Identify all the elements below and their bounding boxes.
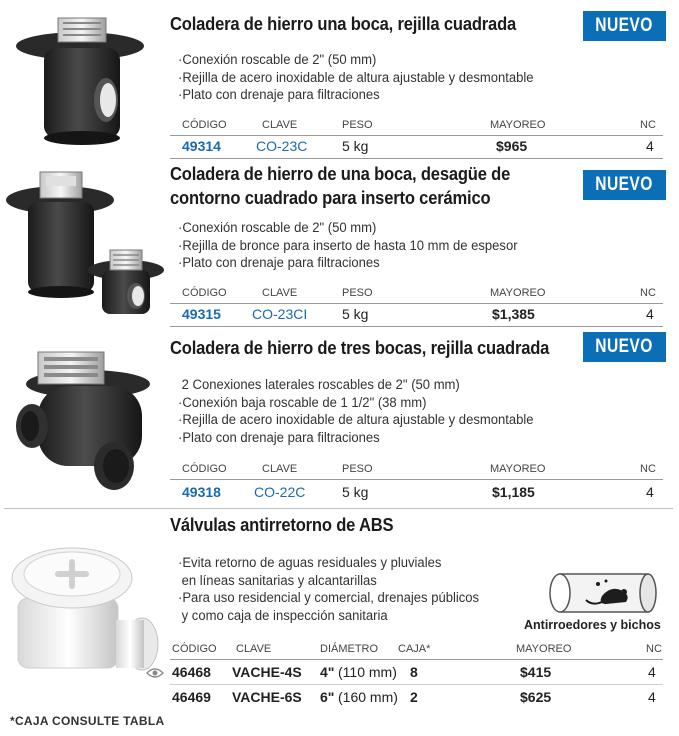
cell-mayoreo: $415	[520, 664, 552, 680]
col-mayoreo: MAYOREO	[490, 463, 546, 475]
feature-item: ·Rejilla de acero inoxidable de altura ajustable y desmontable	[178, 412, 534, 428]
cell-peso: 5 kg	[342, 306, 369, 322]
new-badge: NUEVO	[583, 332, 666, 362]
table-rule	[170, 684, 663, 685]
col-mayoreo: MAYOREO	[490, 119, 546, 131]
cell-nc: 4	[646, 138, 654, 154]
table-rule	[170, 326, 663, 327]
table-row	[170, 306, 663, 326]
feature-list	[178, 555, 479, 625]
col-codigo: CÓDIGO	[182, 463, 227, 475]
product-image-abs-check-valve	[4, 540, 162, 680]
col-mayoreo: MAYOREO	[490, 287, 546, 299]
feature-item: ·Conexión roscable de 2" (50 mm)	[178, 220, 377, 236]
cell-mayoreo: $1,185	[492, 484, 535, 500]
cell-diametro-in: 6"	[320, 689, 335, 705]
cell-clave: CO-23C	[256, 138, 308, 154]
table-rule	[170, 659, 663, 660]
col-nc: NC	[646, 643, 662, 655]
col-codigo: CÓDIGO	[182, 287, 227, 299]
footnote: *CAJA CONSULTE TABLA	[10, 714, 165, 728]
col-diametro: DIÁMETRO	[320, 643, 379, 655]
product-title-line2: contorno cuadrado para inserto cerámico	[170, 188, 491, 208]
col-codigo: CÓDIGO	[172, 643, 217, 655]
cell-clave: CO-23CI	[252, 306, 308, 322]
col-clave: CLAVE	[236, 643, 272, 655]
table-rule	[170, 303, 663, 304]
product-image-drain-ceramic-insert	[2, 160, 167, 320]
feature-item: ·Conexión roscable de 2" (50 mm)	[178, 52, 377, 68]
cell-clave: VACHE-6S	[232, 689, 302, 705]
col-peso: PESO	[342, 287, 373, 299]
cell-mayoreo: $625	[520, 689, 552, 705]
table-row	[170, 484, 663, 504]
section-divider	[4, 508, 673, 509]
table-row	[170, 689, 663, 709]
col-nc: NC	[640, 119, 656, 131]
col-peso: PESO	[342, 119, 373, 131]
product-title: Válvulas antirretorno de ABS	[170, 515, 394, 535]
feature-item: ·Plato con drenaje para filtraciones	[178, 87, 380, 103]
cell-caja: 8	[410, 664, 418, 680]
feature-list	[178, 52, 534, 105]
table-row	[170, 138, 663, 158]
product-image-drain-three-outlets	[4, 348, 164, 498]
cell-caja: 2	[410, 689, 418, 705]
cell-nc: 4	[648, 664, 656, 680]
cell-peso: 5 kg	[342, 484, 369, 500]
col-peso: PESO	[342, 463, 373, 475]
cell-mayoreo: $1,385	[492, 306, 535, 322]
cell-mayoreo: $965	[496, 138, 528, 154]
col-mayoreo: MAYOREO	[516, 643, 572, 655]
eye-icon[interactable]	[146, 666, 164, 682]
cell-codigo: 46468	[172, 664, 211, 680]
product-title: Coladera de hierro de tres bocas, rejilla cuadrada	[170, 338, 550, 358]
anti-rodent-illustration	[540, 564, 668, 616]
new-badge: NUEVO	[583, 170, 666, 200]
cell-diametro-in: 4"	[320, 664, 335, 680]
table-header	[170, 643, 663, 659]
table-row	[170, 664, 663, 684]
feature-item: ·Plato con drenaje para filtraciones	[178, 255, 380, 271]
cell-peso: 5 kg	[342, 138, 369, 154]
feature-item: ·Plato con drenaje para filtraciones	[178, 429, 380, 446]
cell-codigo: 46469	[172, 689, 211, 705]
feature-item: ·Conexión baja roscable de 1 1/2" (38 mm)	[178, 394, 427, 411]
col-nc: NC	[640, 463, 656, 475]
feature-item: ·Para uso residencial y comercial, drenajes públicos	[178, 590, 480, 606]
cell-diametro-mm: (160 mm)	[338, 689, 398, 705]
col-clave: CLAVE	[262, 463, 298, 475]
feature-item: 2 Conexiones laterales roscables de 2" (50 mm)	[181, 377, 460, 393]
feature-item: y como caja de inspección sanitaria	[181, 607, 388, 624]
feature-list	[178, 220, 518, 273]
product-title-line1: Coladera de hierro de una boca, desagüe de	[170, 164, 511, 184]
cell-clave: CO-22C	[254, 484, 306, 500]
table-rule	[170, 158, 663, 159]
col-clave: CLAVE	[262, 287, 298, 299]
cell-codigo: 49318	[182, 484, 221, 500]
table-header	[170, 119, 663, 135]
cell-diametro-mm: (110 mm)	[338, 664, 397, 680]
cell-nc: 4	[646, 306, 654, 322]
illustration-caption: Antirroedores y bichos	[524, 618, 661, 632]
table-header	[170, 287, 663, 303]
cell-nc: 4	[648, 689, 656, 705]
feature-item: en líneas sanitarias y alcantarillas	[181, 572, 377, 589]
cell-codigo: 49314	[182, 138, 221, 154]
cell-clave: VACHE-4S	[232, 664, 302, 680]
col-caja: CAJA*	[398, 643, 431, 655]
product-image-drain-one-outlet	[8, 8, 158, 148]
feature-item: ·Rejilla de bronce para inserto de hasta 10 mm de espesor	[178, 237, 518, 254]
product-title: Coladera de hierro una boca, rejilla cuadrada	[170, 14, 517, 34]
new-badge: NUEVO	[583, 11, 666, 41]
col-codigo: CÓDIGO	[182, 119, 227, 131]
feature-item: ·Rejilla de acero inoxidable de altura ajustable y desmontable	[178, 69, 534, 86]
col-nc: NC	[640, 287, 656, 299]
feature-item: ·Evita retorno de aguas residuales y pluviales	[178, 555, 442, 571]
col-clave: CLAVE	[262, 119, 298, 131]
table-header	[170, 463, 663, 479]
feature-list	[178, 377, 534, 447]
cell-codigo: 49315	[182, 306, 221, 322]
cell-nc: 4	[646, 484, 654, 500]
table-rule	[170, 135, 663, 136]
table-rule	[170, 479, 663, 480]
